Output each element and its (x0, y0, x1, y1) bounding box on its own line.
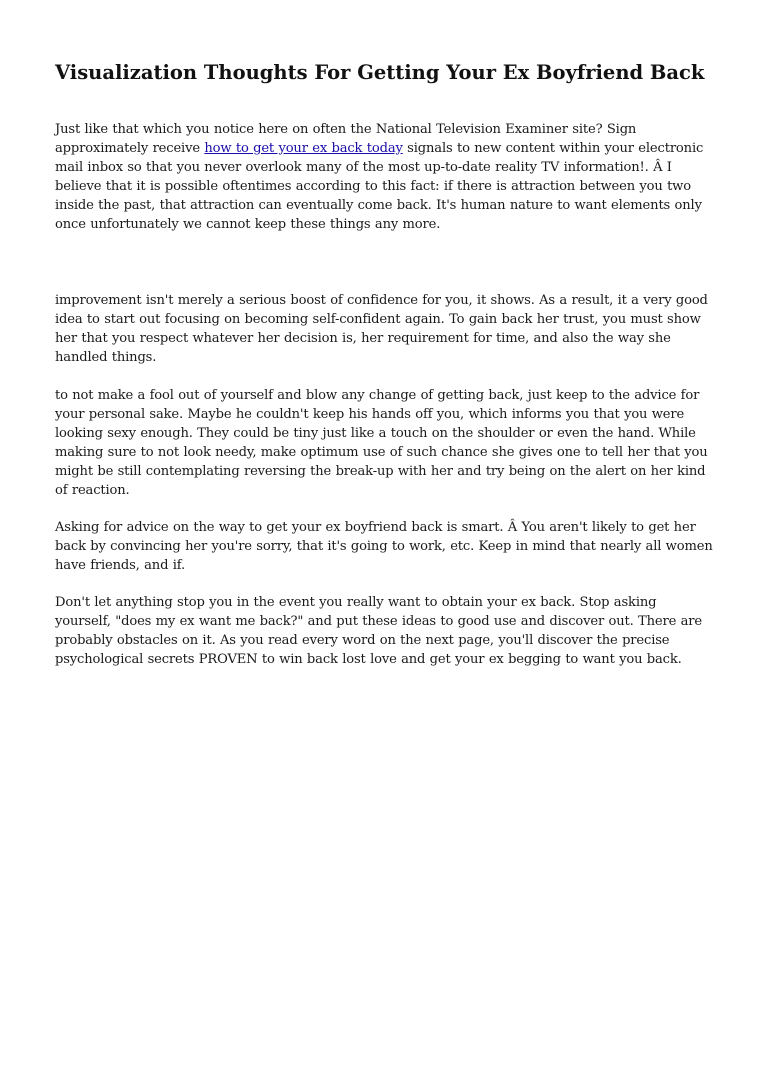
ex-back-link[interactable]: how to get your ex back today (204, 141, 403, 156)
intro-text-before-link: Just like that which you notice here on often the National Television Examiner site? Sign approximately receive (55, 122, 637, 156)
document-page (55, 60, 713, 669)
intro-paragraph (55, 120, 713, 234)
body-paragraph: Don't let anything stop you in the event you really want to obtain your ex back. Stop asking yourself, "does my ex want me back?" and put these ideas to good use and discover out. There are probably obstacles on it. As you read every word on the next page, you'll discover the precise psychological secrets PROVEN to win back lost love and get your ex begging to want you back. (55, 595, 703, 667)
body-paragraph: Asking for advice on the way to get your ex boyfriend back is smart. Â You aren't likely to get her back by convincing her you're sorry, that it's going to work, etc. Keep in mind that nearly all women have friends, and if. (55, 520, 713, 573)
document-title: Visualization Thoughts For Getting Your Ex Boyfriend Back (55, 61, 705, 84)
intro-text-after-link: signals to new content within your electronic mail inbox so that you never overlook many of the most up-to-date reality TV information!. Â I believe that it is possible oftentimes according to this fact: if there is attraction between you two inside the past, that attraction can eventually come back. It's human nature to want elements only once unfortunately we cannot keep these things any more. (55, 141, 704, 232)
body-paragraph: improvement isn't merely a serious boost of confidence for you, it shows. As a result, it a very good idea to start out focusing on becoming self-confident again. To gain back her trust, you must show her that you respect whatever her decision is, her requirement for time, and also the way she handled things. (55, 293, 708, 365)
body-paragraph: to not make a fool out of yourself and blow any change of getting back, just keep to the advice for your personal sake. Maybe he couldn't keep his hands off you, which informs you that you were looking sexy enough. They could be tiny just like a touch on the shoulder or even the hand. While making sure to not look needy, make optimum use of such chance she gives one to tell her that you might be still contemplating reversing the break-up with her and try being on the alert on her kind of reaction. (55, 388, 708, 498)
